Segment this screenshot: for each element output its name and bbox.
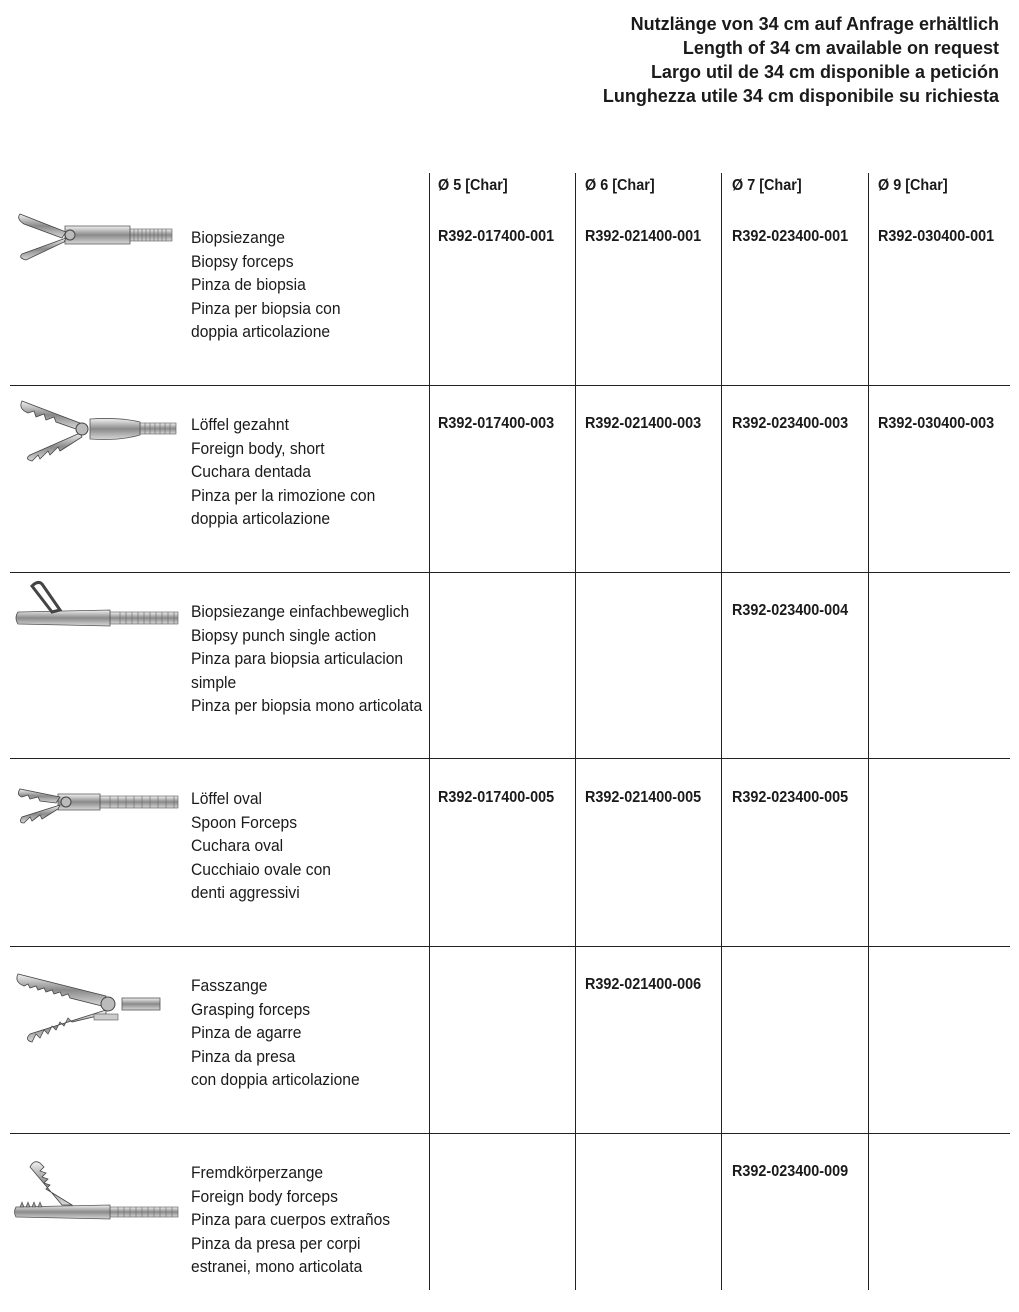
description-line: doppia articolazione [191, 509, 331, 528]
article-number: R392-021400-003 [585, 415, 702, 432]
description-line: denti aggressivi [191, 883, 300, 902]
serrated-spoon-forceps-icon [10, 389, 180, 469]
note-line: Nutzlänge von 34 cm auf Anfrage erhältlich [630, 14, 999, 34]
description-line: Löffel oval [191, 789, 263, 808]
column-header: Ø 6 [Char] [585, 177, 655, 194]
column-header: Ø 5 [Char] [438, 177, 508, 194]
product-description [191, 413, 375, 531]
table-row [0, 190, 1019, 377]
product-description [191, 974, 360, 1092]
biopsy-punch-icon [10, 576, 180, 646]
note-line: Lunghezza utile 34 cm disponibile su richiesta [602, 86, 999, 106]
article-number: R392-030400-001 [878, 228, 995, 245]
note-line: Length of 34 cm available on request [682, 38, 999, 58]
description-line: Pinza para biopsia articulacion [191, 649, 404, 668]
note-line: Largo util de 34 cm disponible a petición [650, 62, 999, 82]
article-number: R392-023400-003 [732, 415, 849, 432]
article-number: R392-023400-005 [732, 789, 849, 806]
table-row [0, 377, 1019, 564]
table-row [0, 938, 1019, 1125]
description-line: Löffel gezahnt [191, 415, 289, 434]
oval-spoon-forceps-icon [10, 763, 180, 833]
description-line: Cucchiaio ovale con [191, 859, 331, 879]
description-line: Foreign body, short [191, 438, 325, 458]
grasping-forceps-icon [10, 968, 180, 1048]
article-number: R392-017400-001 [438, 228, 555, 245]
description-line: simple [191, 672, 237, 692]
article-number: R392-023400-001 [732, 228, 849, 245]
product-description [191, 226, 341, 344]
description-line: Cuchara oval [191, 836, 284, 855]
article-number: R392-023400-004 [732, 602, 849, 619]
description-line: Biopsy punch single action [191, 625, 377, 645]
table-row [0, 564, 1019, 751]
availability-notes [603, 12, 999, 108]
article-number: R392-023400-009 [732, 1163, 849, 1180]
description-line: Grasping forceps [191, 999, 311, 1019]
column-header: Ø 9 [Char] [878, 177, 948, 194]
description-line: estranei, mono articolata [191, 1257, 363, 1276]
description-line: Fremdkörperzange [191, 1163, 324, 1182]
article-number: R392-017400-003 [438, 415, 555, 432]
description-line: Pinza de agarre [191, 1023, 302, 1042]
description-line: Fasszange [191, 976, 268, 995]
description-line: Pinza per biopsia mono articolata [191, 696, 423, 715]
column-header: Ø 7 [Char] [732, 177, 802, 194]
product-description [191, 1161, 390, 1279]
biopsy-forceps-icon [10, 202, 180, 272]
article-number: R392-017400-005 [438, 789, 555, 806]
description-line: doppia articolazione [191, 322, 331, 341]
description-line: Pinza per la rimozione con [191, 485, 376, 505]
description-line: Pinza da presa per corpi [191, 1233, 361, 1253]
article-number: R392-021400-005 [585, 789, 702, 806]
article-number: R392-030400-003 [878, 415, 995, 432]
table-row [0, 751, 1019, 938]
description-line: Pinza per biopsia con [191, 298, 341, 318]
article-number: R392-021400-006 [585, 976, 702, 993]
description-line: Pinza da presa [191, 1046, 296, 1066]
description-line: Foreign body forceps [191, 1186, 338, 1206]
description-line: con doppia articolazione [191, 1070, 360, 1089]
description-line: Biopsiezange einfachbeweglich [191, 602, 410, 621]
foreign-body-forceps-icon [10, 1155, 180, 1235]
description-line: Spoon Forceps [191, 812, 298, 832]
product-description [191, 787, 331, 905]
description-line: Cuchara dentada [191, 462, 312, 481]
table-row [0, 1125, 1019, 1312]
product-description [191, 600, 422, 718]
description-line: Pinza para cuerpos extraños [191, 1210, 391, 1229]
description-line: Biopsiezange [191, 228, 285, 247]
description-line: Pinza de biopsia [191, 275, 306, 294]
description-line: Biopsy forceps [191, 251, 294, 271]
article-number: R392-021400-001 [585, 228, 702, 245]
